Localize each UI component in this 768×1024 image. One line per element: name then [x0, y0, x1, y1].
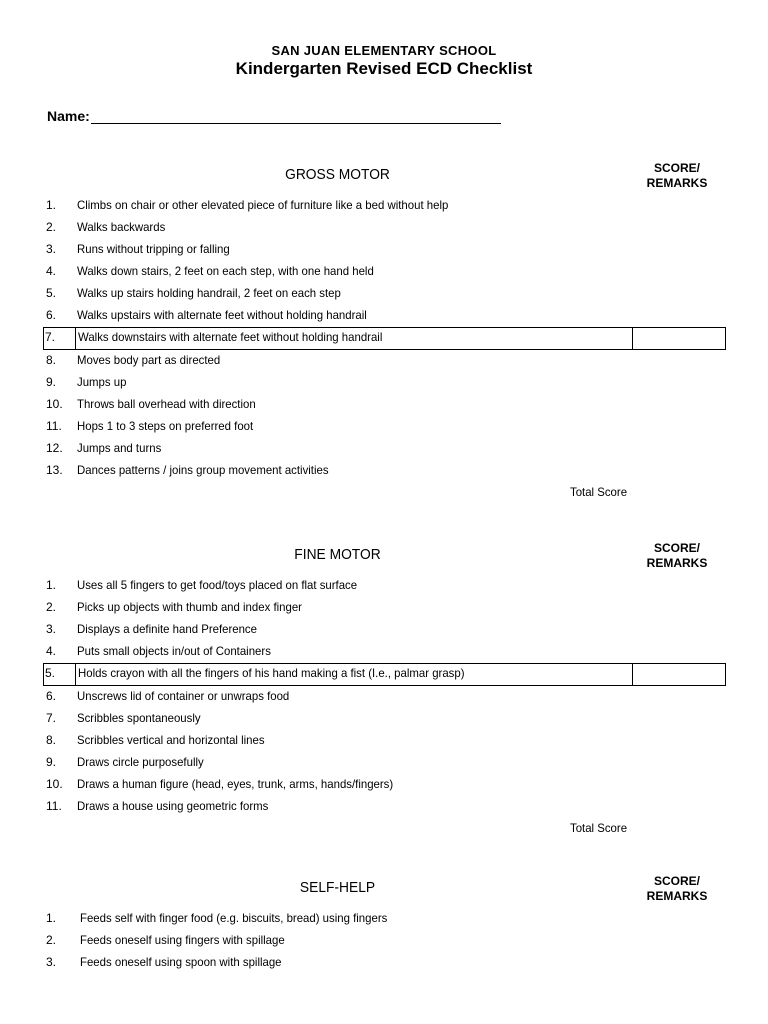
item-text: Jumps up [77, 375, 127, 389]
list-item [43, 283, 726, 305]
total-score-label: Total Score [570, 485, 628, 499]
cell-divider [632, 328, 633, 349]
item-text: Runs without tripping or falling [77, 242, 230, 256]
item-number: 6. [46, 308, 57, 322]
self-help-score-header [636, 874, 718, 904]
item-text: Walks backwards [77, 220, 166, 234]
item-number: 4. [46, 264, 57, 278]
item-text: Draws a human figure (head, eyes, trunk, arms, hands/fingers) [77, 777, 394, 791]
list-item [43, 930, 726, 952]
fine-motor-score-header [636, 541, 718, 571]
cell-divider [75, 664, 76, 685]
item-number: 3. [46, 955, 57, 969]
item-number: 7. [46, 711, 57, 725]
list-item [43, 641, 726, 663]
list-item [43, 350, 726, 372]
item-text: Feeds oneself using spoon with spillage [80, 955, 282, 969]
list-item [43, 394, 726, 416]
item-text: Holds crayon with all the fingers of his hand making a fist (I.e., palmar grasp) [78, 666, 465, 680]
name-line[interactable] [91, 109, 501, 124]
item-number: 8. [46, 353, 57, 367]
remarks-label: REMARKS [646, 889, 708, 903]
list-item [43, 217, 726, 239]
list-item [43, 796, 726, 818]
list-item [43, 416, 726, 438]
item-text: Scribbles spontaneously [77, 711, 201, 725]
item-number: 8. [46, 733, 57, 747]
list-item [43, 239, 726, 261]
list-item [43, 261, 726, 283]
score-label: SCORE/ [653, 874, 700, 888]
item-number: 2. [46, 600, 57, 614]
item-number: 12. [46, 441, 63, 455]
item-number: 1. [46, 198, 57, 212]
gross-motor-score-header [636, 161, 718, 191]
self-help-title: SELF-HELP [299, 879, 376, 896]
item-number: 5. [46, 286, 57, 300]
item-text: Uses all 5 fingers to get food/toys placed on flat surface [77, 578, 358, 592]
item-number: 7. [45, 330, 56, 344]
item-text: Walks down stairs, 2 feet on each step, with one hand held [77, 264, 374, 278]
item-text: Scribbles vertical and horizontal lines [77, 733, 265, 747]
list-item [43, 730, 726, 752]
item-text: Walks downstairs with alternate feet without holding handrail [78, 330, 383, 344]
name-label: Name: [47, 108, 90, 124]
list-item [43, 460, 726, 482]
item-text: Unscrews lid of container or unwraps food [77, 689, 290, 703]
item-text: Displays a definite hand Preference [77, 622, 257, 636]
cell-divider [632, 664, 633, 685]
item-text: Hops 1 to 3 steps on preferred foot [77, 419, 254, 433]
item-number: 9. [46, 755, 57, 769]
item-number: 10. [46, 777, 63, 791]
list-item [43, 908, 726, 930]
item-number: 10. [46, 397, 63, 411]
item-number: 11. [46, 419, 62, 433]
score-label: SCORE/ [653, 541, 700, 555]
item-text: Feeds oneself using fingers with spillage [80, 933, 285, 947]
document-title: Kindergarten Revised ECD Checklist [235, 59, 533, 78]
list-item-highlighted[interactable] [43, 327, 726, 350]
item-text: Climbs on chair or other elevated piece of furniture like a bed without help [77, 198, 449, 212]
item-number: 9. [46, 375, 57, 389]
item-number: 2. [46, 933, 57, 947]
item-text: Draws circle purposefully [77, 755, 204, 769]
score-label: SCORE/ [653, 161, 700, 175]
item-text: Dances patterns / joins group movement activities [77, 463, 329, 477]
item-number: 2. [46, 220, 57, 234]
item-number: 3. [46, 622, 57, 636]
list-item [43, 619, 726, 641]
list-item [43, 305, 726, 327]
item-number: 4. [46, 644, 57, 658]
list-item [43, 195, 726, 217]
item-text: Picks up objects with thumb and index finger [77, 600, 302, 614]
list-item [43, 597, 726, 619]
item-text: Moves body part as directed [77, 353, 221, 367]
item-number: 6. [46, 689, 57, 703]
item-text: Puts small objects in/out of Containers [77, 644, 271, 658]
list-item [43, 752, 726, 774]
list-item [43, 774, 726, 796]
cell-divider [75, 328, 76, 349]
list-item [43, 952, 726, 974]
item-text: Throws ball overhead with direction [77, 397, 256, 411]
remarks-label: REMARKS [646, 556, 708, 570]
item-text: Feeds self with finger food (e.g. biscuits, bread) using fingers [80, 911, 388, 925]
list-item-highlighted[interactable] [43, 663, 726, 686]
list-item [43, 438, 726, 460]
item-number: 3. [46, 242, 57, 256]
gross-motor-title: GROSS MOTOR [285, 166, 390, 183]
item-number: 11. [46, 799, 62, 813]
item-number: 5. [45, 666, 56, 680]
list-item [43, 372, 726, 394]
school-name: SAN JUAN ELEMENTARY SCHOOL [271, 43, 497, 58]
list-item [43, 708, 726, 730]
list-item [43, 575, 726, 597]
item-number: 1. [46, 911, 57, 925]
total-score-label: Total Score [570, 821, 628, 835]
item-text: Jumps and turns [77, 441, 162, 455]
item-number: 13. [46, 463, 63, 477]
item-text: Draws a house using geometric forms [77, 799, 269, 813]
item-text: Walks up stairs holding handrail, 2 feet on each step [77, 286, 341, 300]
item-number: 1. [46, 578, 57, 592]
name-field[interactable] [47, 108, 501, 124]
list-item [43, 686, 726, 708]
item-text: Walks upstairs with alternate feet without holding handrail [77, 308, 367, 322]
remarks-label: REMARKS [646, 176, 708, 190]
fine-motor-title: FINE MOTOR [294, 546, 381, 563]
